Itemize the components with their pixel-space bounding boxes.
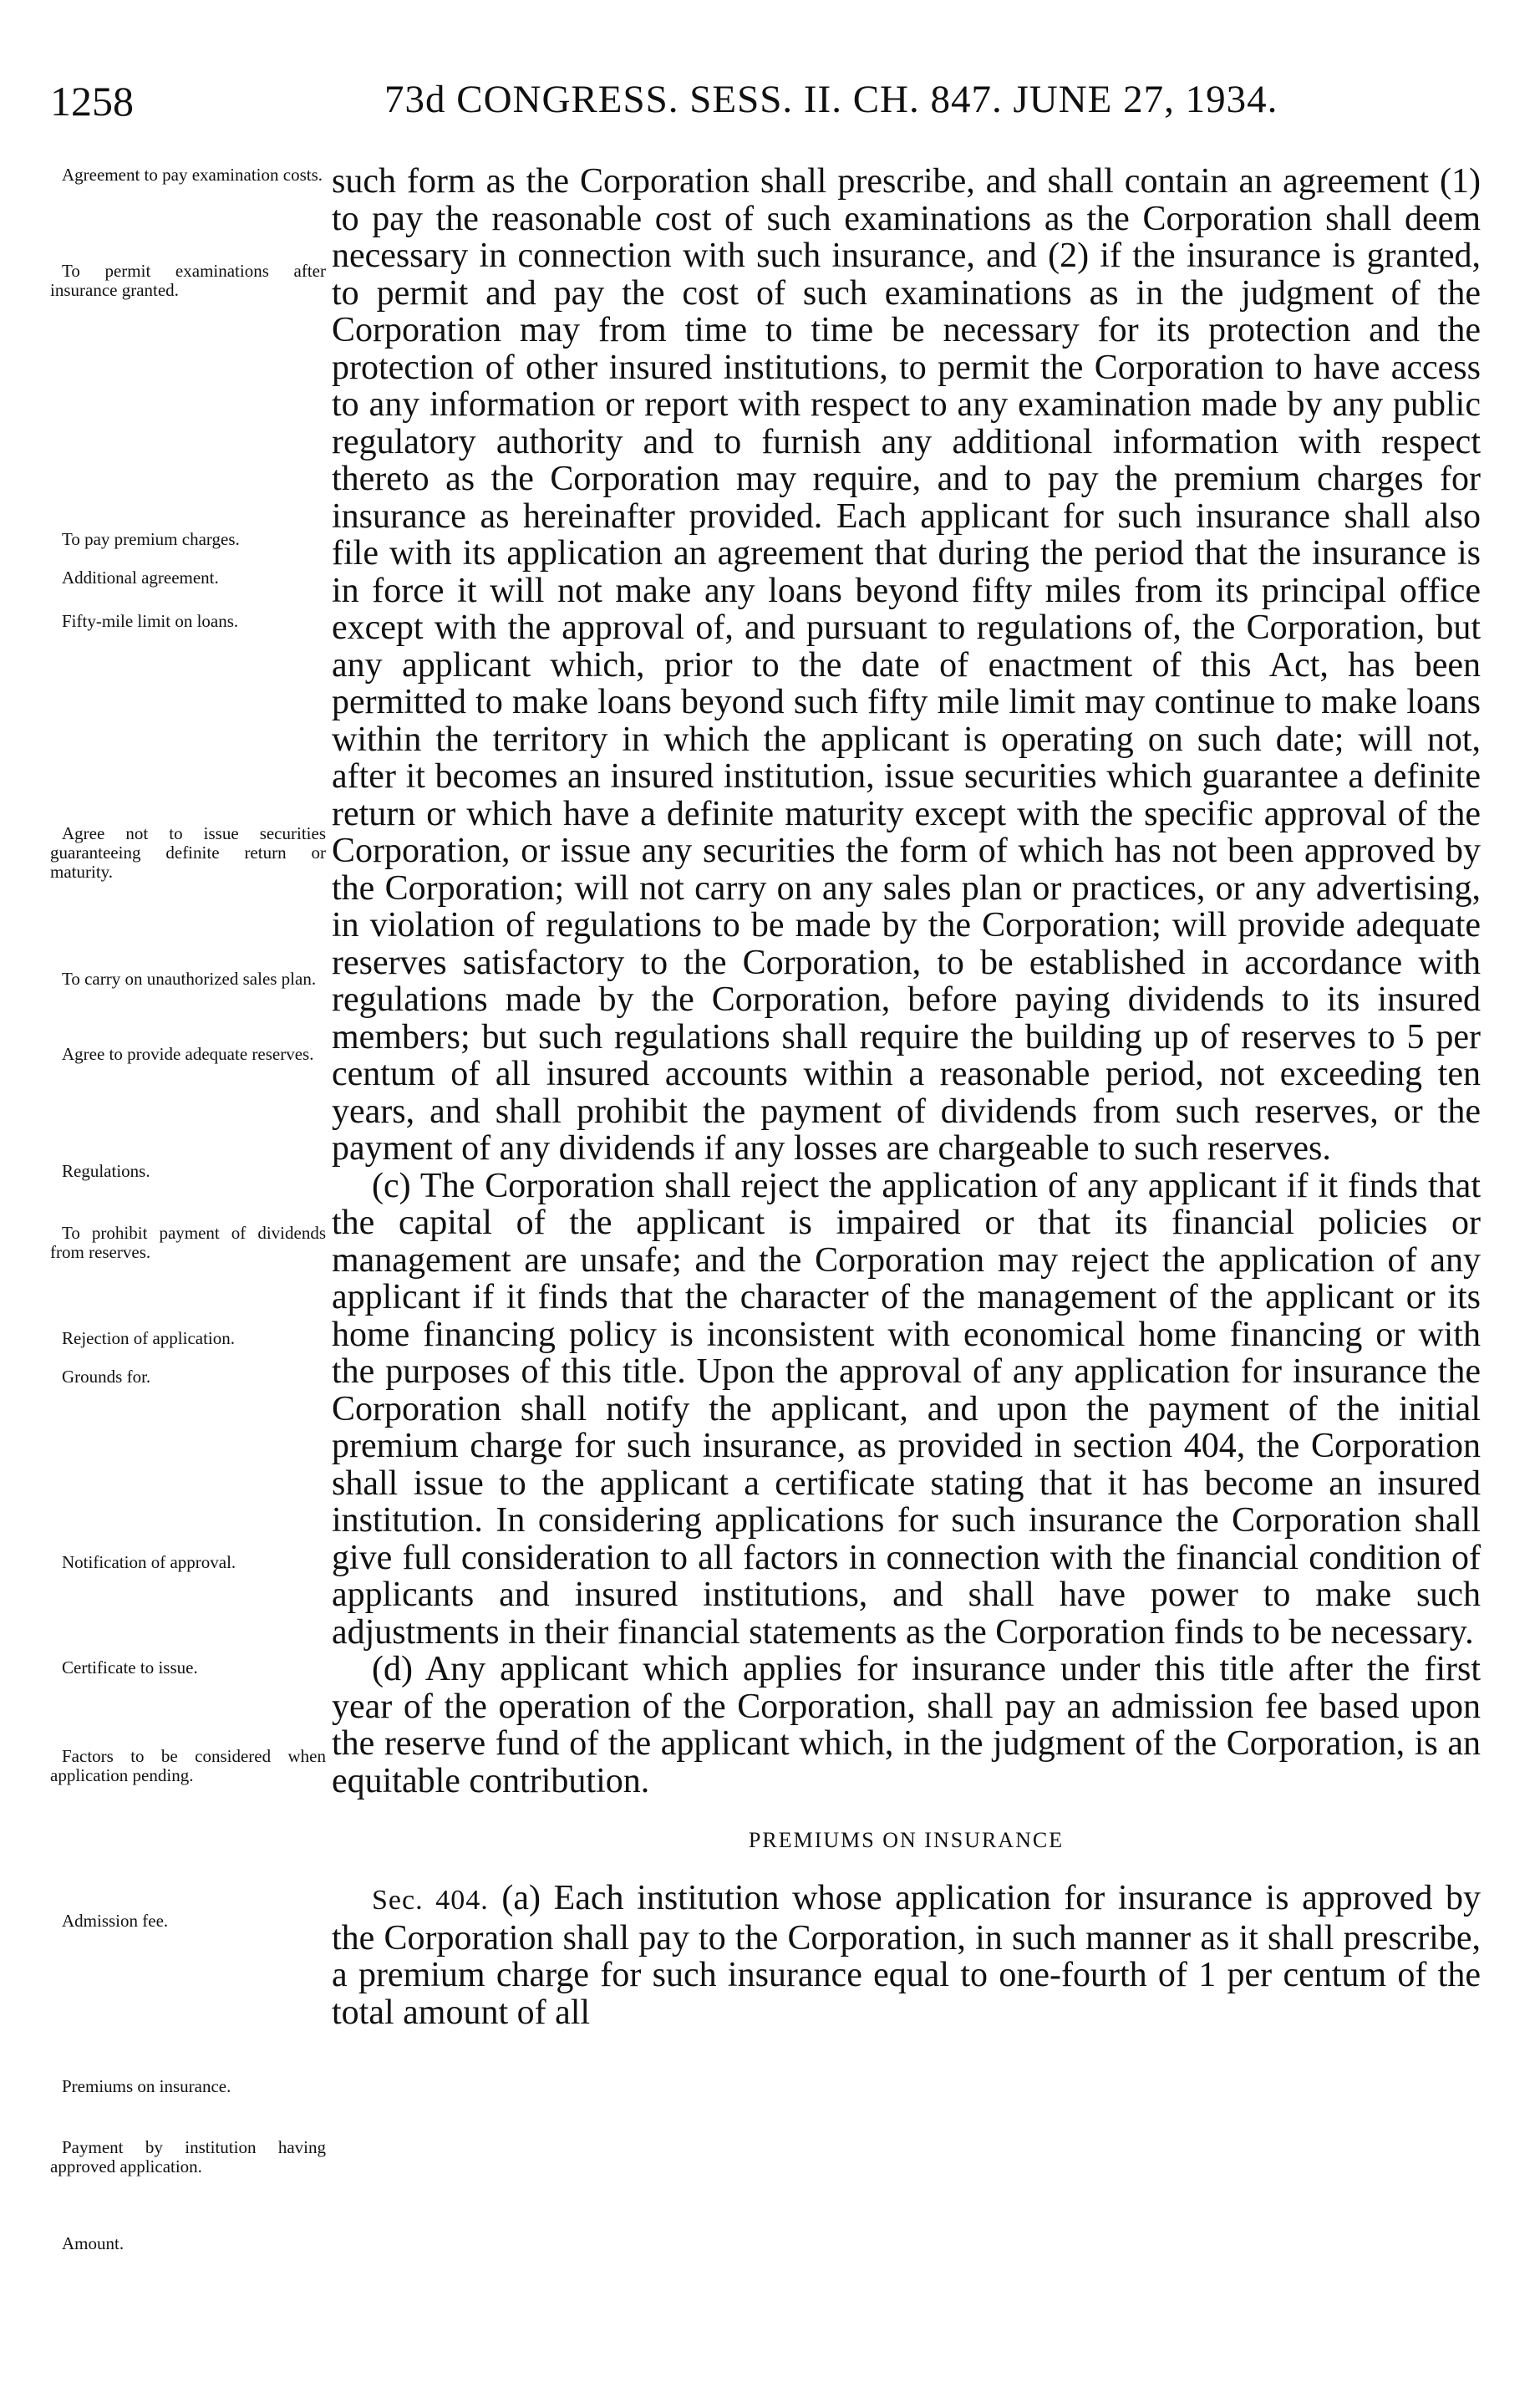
margin-note: Payment by institution having approved application. (50, 2137, 326, 2176)
margin-note: Grounds for. (62, 1367, 151, 1387)
margin-note: Additional agreement. (62, 568, 219, 588)
margin-note: Amount. (62, 2233, 125, 2253)
margin-note: To prohibit payment of dividends from reserves. (50, 1223, 326, 1262)
paragraph-sec-404 (332, 1880, 1481, 2031)
margin-note: Rejection of application. (62, 1328, 236, 1348)
section-heading: PREMIUMS ON INSURANCE (748, 1828, 1065, 1852)
margin-note: Admission fee. (62, 1911, 169, 1931)
margin-note: Agree not to issue securities guaranteeing definite return or maturity. (50, 823, 326, 882)
margin-note: Agreement to pay examination costs. (62, 165, 323, 185)
section-label: Sec. 404. (372, 1885, 489, 1916)
margin-note: To pay premium charges. (62, 529, 240, 549)
margin-note: To carry on unauthorized sales plan. (62, 969, 317, 989)
margin-note: Agree to provide adequate reserves. (62, 1044, 314, 1064)
paragraph-application-agreements: such form as the Corporation shall prescribe, and shall contain an agreement (1) to pay the reasonable cost of such examinations as the Corporation shall deem necessary in connection with such insurance, and (2) if the insurance is granted, to permit and pay the cost of such examinations as in the judgment of the Corporation may from time to time be necessary for its protection and the protection of other insured institutions, to permit the Corporation to have access to any information or report with respect to any examination made by any public regulatory authority and to furnish any additional information with respect thereto as the Corporation may require, and to pay the premium charges for insurance as hereinafter provided. Each applicant for such insurance shall also file with its application an agreement that during the period that the insurance is in force it will not make any loans beyond fifty miles from its principal office except with the approval of, and pursuant to regulations of, the Corporation, but any applicant which, prior to the date of enactment of this Act, has been permitted to make loans beyond such fifty mile limit may continue to make loans within the territory in which the applicant is operating on such date; will not, after it becomes an insured institution, issue securities which guarantee a definite return or which have a definite maturity except with the specific approval of the Corporation, or issue any securities the form of which has not been approved by the Corporation; will not carry on any sales plan or practices, or any advertising, in violation of regulations to be made by the Corporation; will provide adequate reserves satisfactory to the Corporation, to be established in accordance with regulations made by the Corporation, before paying dividends to its insured members; but such regulations shall require the building up of reserves to 5 per centum of all insured accounts within a reasonable period, not exceeding ten years, and shall prohibit the payment of dividends from such reserves, or the payment of any dividends if any losses are chargeable to such reserves. (332, 162, 1481, 1168)
margin-note: Premiums on insurance. (62, 2076, 231, 2096)
page-header (50, 77, 1471, 135)
paragraph-d-admission-fee: (d) Any applicant which applies for insurance under this title after the first year of the operation of the Corporation, shall pay an admission fee based upon the reserve fund of the applicant which, in the judgment of the Corporation, is an equitable contribution. (332, 1650, 1481, 1800)
margin-note: To permit examinations after insurance granted. (50, 261, 326, 300)
body-text (332, 163, 1481, 2031)
margin-note: Regulations. (62, 1161, 150, 1181)
paragraph-sec-404-text: (a) Each institution whose application for insurance is approved by the Corporation shall pay to the Corporation, in such manner as it shall prescribe, a premium charge for such insurance equal to one-fourth of 1 per centum of the total amount of all (332, 1879, 1482, 2032)
running-head: 73d CONGRESS. SESS. II. CH. 847. JUNE 27, 1934. (384, 78, 1278, 121)
margin-note: Notification of approval. (62, 1552, 236, 1572)
margin-note: Fifty-mile limit on loans. (62, 611, 239, 631)
margin-notes (50, 167, 326, 2382)
paragraph-c-rejection: (c) The Corporation shall reject the application of any applicant if it finds that the capital of the applicant is impaired or that its financial policies or management are unsafe; and the Corporation may reject the application of any applicant if it finds that the character of the management of the applicant or its home financing policy is inconsistent with economical home financing or with the purposes of this title. Upon the approval of any application for insurance the Corporation shall notify the applicant, and upon the payment of the initial premium charge for such insurance, as provided in section 404, the Corporation shall issue to the applicant a certificate stating that it has become an insured institution. In considering applications for such insurance the Corporation shall give full consideration to all factors in connection with the financial condition of applicants and insured institutions, and shall have power to make such adjustments in their financial statements as the Corporation finds to be necessary. (332, 1166, 1481, 1652)
page-number: 1258 (50, 78, 134, 125)
margin-note: Certificate to issue. (62, 1657, 198, 1678)
margin-note: Factors to be considered when application pending. (50, 1746, 326, 1785)
